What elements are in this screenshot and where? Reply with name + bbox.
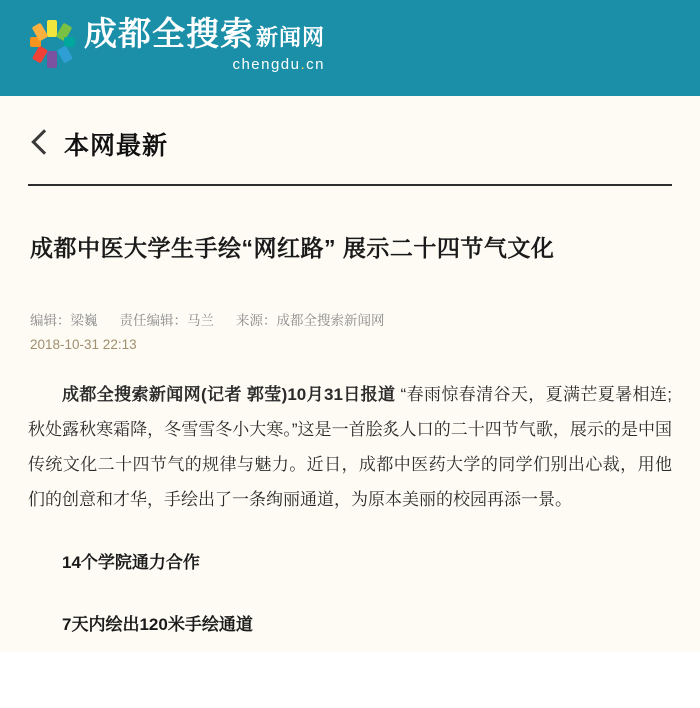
meta-source-value: 成都全搜索新闻网 bbox=[276, 313, 385, 329]
article-paragraph-1-text: “春雨惊春清谷天，夏满芒夏暑相连;秋处露秋寒霜降，冬雪雪冬小大寒。”这是一首脍炙人口的二十四节气歌，展示的是中国传统文化二十四节气的规律与魅力。近日，成都中医药大学的同学们别出心裁，用他们的创意和才华，手绘出了一条绚丽通道，为原本美丽的校园再添一景。 bbox=[28, 385, 672, 509]
meta-source bbox=[236, 309, 385, 329]
meta-responsible-editor-value: 马兰 bbox=[187, 313, 214, 329]
header-divider bbox=[28, 184, 672, 186]
meta-editor bbox=[30, 309, 98, 329]
logo-title-main: 成都全搜索 bbox=[84, 15, 254, 52]
meta-editor-value: 梁巍 bbox=[70, 313, 98, 329]
back-nav[interactable] bbox=[0, 96, 700, 184]
logo-en-left: chengdu bbox=[232, 56, 301, 74]
meta-editor-label: 编辑： bbox=[30, 313, 71, 329]
article-meta bbox=[0, 281, 700, 329]
logo-text bbox=[84, 16, 325, 73]
article-body bbox=[0, 352, 700, 641]
article-subheading-2: 7天内绘出120米手绘通道 bbox=[62, 614, 253, 634]
chevron-left-icon[interactable] bbox=[30, 129, 52, 159]
article-lead: 成都全搜索新闻网(记者 郭莹)10月31日报道 bbox=[62, 385, 396, 405]
logo-en-right: cn bbox=[306, 56, 326, 74]
site-logo[interactable] bbox=[30, 16, 325, 73]
meta-responsible-editor-label: 责任编辑： bbox=[119, 313, 187, 329]
meta-source-label: 来源： bbox=[236, 313, 277, 329]
article-paragraph-1 bbox=[28, 378, 672, 517]
article-timestamp: 2018-10-31 22:13 bbox=[30, 337, 137, 353]
site-header bbox=[0, 0, 700, 96]
logo-en-dot: . bbox=[300, 56, 307, 74]
back-nav-label: 本网最新 bbox=[64, 132, 169, 160]
logo-title-sub: 新闻网 bbox=[256, 25, 326, 50]
article-subheading-1: 14个学院通力合作 bbox=[62, 552, 200, 572]
page-title: 成都中医大学生手绘“网红路” 展示二十四节气文化 bbox=[30, 235, 555, 262]
logo-flower-icon bbox=[30, 20, 76, 68]
meta-responsible-editor bbox=[120, 309, 215, 329]
page-body bbox=[0, 96, 700, 652]
